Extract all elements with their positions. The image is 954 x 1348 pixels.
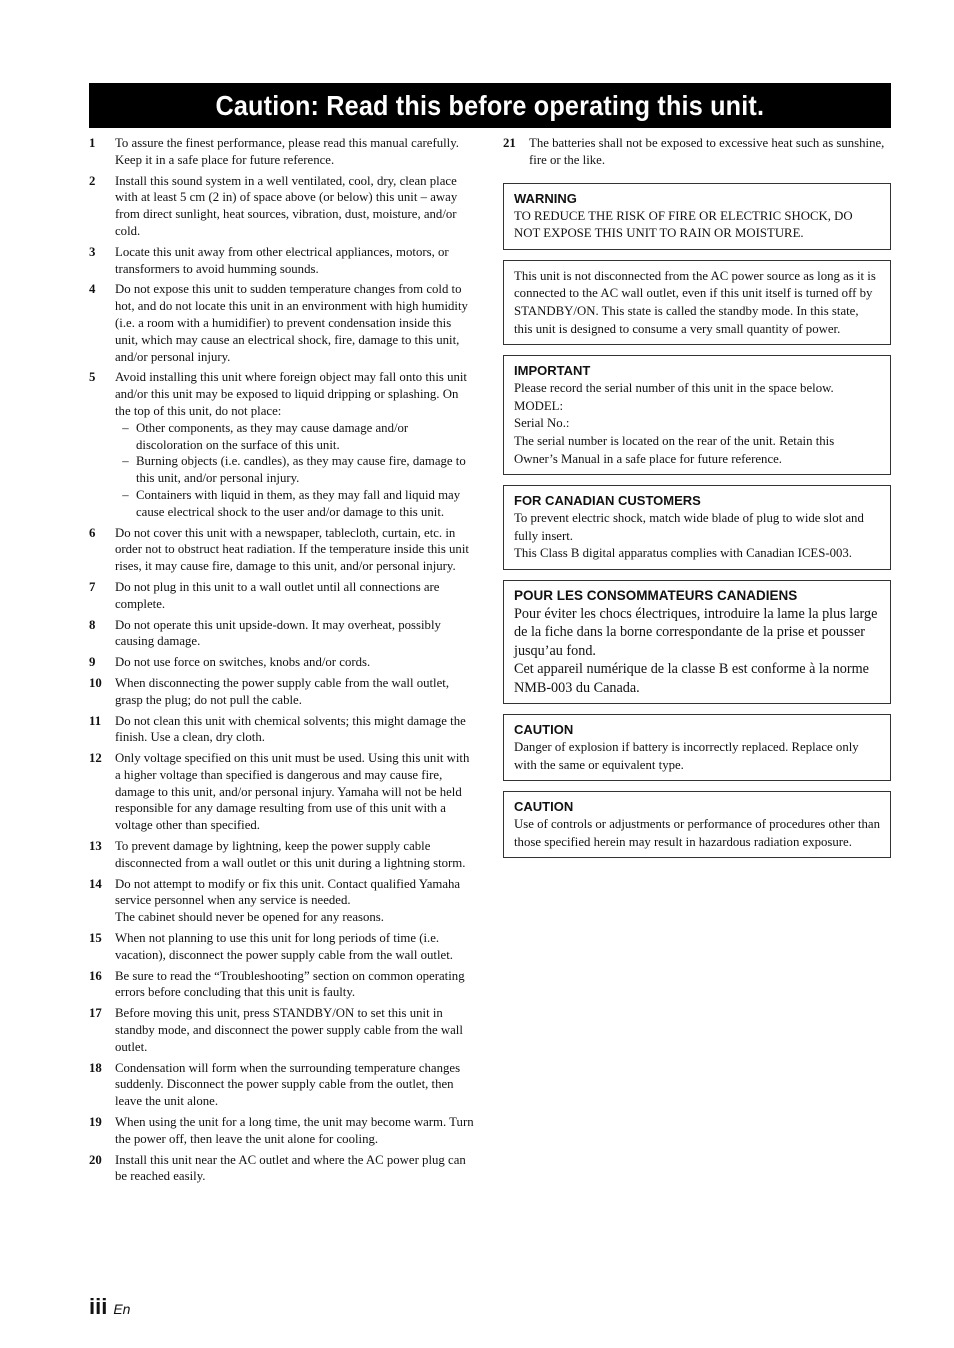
french-canadian-heading: POUR LES CONSOMMATEURS CANADIENS	[514, 587, 798, 603]
sub-item-text: Containers with liquid in them, as they may fall and liquid may cause electrical shock to the user and/or damage to this unit.	[136, 487, 461, 519]
list-item	[89, 1152, 475, 1186]
important-heading: IMPORTANT	[514, 363, 591, 379]
item-text: Do not use force on switches, knobs and/or cords.	[115, 655, 371, 670]
item-text: To assure the finest performance, please read this manual carefully. Keep it in a safe place for future reference.	[115, 136, 459, 167]
item-text: When using the unit for a long time, the unit may become warm. Turn the power off, then leave the unit alone for cooling.	[115, 1115, 474, 1146]
list-item	[89, 1114, 475, 1148]
item-number: 2	[89, 173, 96, 188]
list-item	[89, 135, 475, 169]
item-text: Be sure to read the “Troubleshooting” section on common operating errors before concluding that this unit is faulty.	[115, 968, 465, 1000]
list-item	[89, 173, 475, 240]
caution-heading: CAUTION	[514, 721, 574, 737]
item-text: Do not cover this unit with a newspaper, tablecloth, curtain, etc. in order not to obstruct heat radiation. If the temperature inside this unit rises, it may cause fire, damage to this unit, and/or personal injury.	[115, 525, 469, 574]
canadian-compliance-text: This Class B digital apparatus complies with Canadian ICES-003.	[514, 546, 853, 561]
item-number: 3	[89, 244, 96, 259]
item-number: 15	[89, 931, 102, 946]
item-number: 21	[503, 136, 516, 150]
item-number: 9	[89, 655, 96, 670]
item-text: Do not attempt to modify or fix this unit. Contact qualified Yamaha service personnel when any service is needed.	[115, 876, 461, 908]
serial-location-text: The serial number is located on the rear of the unit. Retain this Owner’s Manual in a safe place for future reference.	[514, 433, 835, 466]
item-number: 8	[89, 617, 96, 632]
list-item	[89, 525, 475, 575]
canadian-customers-text: To prevent electric shock, match wide blade of plug to wide slot and fully insert.	[514, 511, 864, 543]
list-item	[89, 675, 475, 709]
item-number: 14	[89, 876, 102, 891]
list-item	[89, 713, 475, 747]
page-number: iii	[89, 1294, 108, 1319]
sub-item	[115, 453, 475, 487]
item-text: Only voltage specified on this unit must be used. Using this unit with a higher voltage than specified is dangerous and may cause fire, damage to this unit, and/or personal injury. Yamaha will not be held responsible for any damage resulting from use of this unit with a voltage other than specified.	[115, 751, 470, 833]
standby-notice-text: This unit is not disconnected from the AC power source as long as it is connected to the AC wall outlet, even if this unit itself is turned off by STANDBY/ON. This state is called the standby mode. In this state, this unit is designed to consume a very small quantity of power.	[514, 268, 876, 336]
list-item	[89, 968, 475, 1002]
canadian-customers-heading: FOR CANADIAN CUSTOMERS	[514, 493, 701, 509]
item-number: 19	[89, 1115, 102, 1130]
item-text: Install this sound system in a well ventilated, cool, dry, clean place with at least 5 cm (2 in) of space above (or below) this unit – away from direct sunlight, heat sources, vibration, dust, moisture, and/or cold.	[115, 173, 458, 238]
item-number: 17	[89, 1006, 102, 1021]
item-text: Do not operate this unit upside-down. It may overheat, possibly causing damage.	[115, 617, 441, 649]
left-column	[89, 135, 475, 1189]
dash-marker: –	[122, 420, 129, 435]
item-text: When disconnecting the power supply cable from the wall outlet, grasp the plug; do not pull the cable.	[115, 675, 450, 707]
important-text: Please record the serial number of this unit in the space below.	[514, 381, 834, 396]
title-bar	[89, 83, 891, 128]
french-canadian-box	[503, 580, 891, 704]
item-text: Locate this unit away from other electrical appliances, motors, or transformers to avoid humming sounds.	[115, 244, 449, 276]
sub-item	[115, 487, 475, 521]
canadian-customers-box	[503, 485, 891, 570]
warning-box	[503, 183, 891, 250]
item-number: 5	[89, 370, 96, 385]
caution-radiation-text: Use of controls or adjustments or performance of procedures other than those specified herein may result in hazardous radiation exposure.	[514, 817, 881, 849]
item-text: The batteries shall not be exposed to excessive heat such as sunshine, fire or the like.	[529, 136, 885, 167]
list-item	[89, 579, 475, 613]
warning-heading: WARNING	[514, 190, 577, 206]
caution-battery-box	[503, 714, 891, 781]
list-item	[89, 617, 475, 651]
item-text-continued: The cabinet should never be opened for any reasons.	[115, 910, 384, 925]
list-item	[89, 838, 475, 872]
item-number: 18	[89, 1060, 102, 1075]
page-footer	[89, 1294, 130, 1320]
french-canadian-text: Pour éviter les chocs électriques, introduire la lame la plus large de la fiche dans la borne correspondante de la prise et pousser jusqu’au fond.	[514, 605, 878, 659]
important-box	[503, 355, 891, 475]
item-number: 10	[89, 675, 102, 690]
item-text: Before moving this unit, press STANDBY/ON to set this unit in standby mode, and disconnect the power supply cable from the wall outlet.	[115, 1006, 463, 1054]
dash-marker: –	[122, 454, 129, 469]
list-item	[89, 654, 475, 671]
caution-radiation-box	[503, 791, 891, 858]
warning-text: TO REDUCE THE RISK OF FIRE OR ELECTRIC SHOCK, DO NOT EXPOSE THIS UNIT TO RAIN OR MOISTURE.	[514, 208, 853, 241]
sub-item-text: Other components, as they may cause damage and/or discoloration on the surface of this unit.	[136, 420, 409, 452]
sub-item-text: Burning objects (i.e. candles), as they may cause fire, damage to this unit, and/or personal injury.	[136, 454, 466, 486]
standby-notice-box	[503, 260, 891, 345]
page-language: En	[113, 1301, 131, 1317]
item-text: To prevent damage by lightning, keep the power supply cable disconnected from a wall outlet or this unit during a lightning storm.	[115, 839, 466, 870]
list-item	[89, 244, 475, 278]
item-number: 4	[89, 282, 96, 297]
item-text: Do not plug in this unit to a wall outlet until all connections are complete.	[115, 579, 440, 611]
list-item	[503, 135, 891, 169]
list-item	[89, 750, 475, 834]
page-title: Caution: Read this before operating this unit.	[215, 89, 765, 121]
list-item	[89, 1060, 475, 1110]
list-item	[89, 281, 475, 365]
item-number: 6	[89, 525, 96, 540]
item-number: 7	[89, 579, 96, 594]
list-item	[89, 876, 475, 926]
item-text: Install this unit near the AC outlet and where the AC power plug can be reached easily.	[115, 1152, 466, 1184]
item-number: 20	[89, 1152, 102, 1167]
sub-item	[115, 420, 475, 454]
item-text: Condensation will form when the surrounding temperature changes suddenly. Disconnect the power supply cable from the outlet, then leave the unit alone.	[115, 1060, 461, 1109]
serial-label: Serial No.:	[514, 416, 570, 431]
item-number: 16	[89, 968, 102, 983]
caution-heading: CAUTION	[514, 799, 574, 815]
item-text: Do not clean this unit with chemical solvents; this might damage the finish. Use a clean, dry cloth.	[115, 713, 466, 745]
item-text: Do not expose this unit to sudden temperature changes from cold to hot, and do not locate this unit in an environment with high humidity (i.e. a room with a humidifier) to prevent condensation inside this unit, which may cause an electrical shock, fire, damage to this unit, and/or personal injury.	[115, 282, 468, 364]
item-number: 12	[89, 751, 102, 766]
right-column	[503, 135, 891, 868]
item-number: 1	[89, 136, 96, 150]
item-text: Avoid installing this unit where foreign object may fall onto this unit and/or this unit may be exposed to liquid dripping or splashing. On the top of this unit, do not place:	[115, 370, 467, 418]
item-text: When not planning to use this unit for long periods of time (i.e. vacation), disconnect the power supply cable from the wall outlet.	[115, 931, 453, 962]
caution-battery-text: Danger of explosion if battery is incorrectly replaced. Replace only with the same or equivalent type.	[514, 739, 859, 772]
model-label: MODEL:	[514, 398, 564, 413]
french-compliance-text: Cet appareil numérique de la classe B est conforme à la norme NMB-003 du Canada.	[514, 661, 869, 696]
dash-marker: –	[122, 487, 129, 502]
item-number: 13	[89, 839, 102, 854]
item-number: 11	[89, 713, 102, 728]
list-item	[89, 1005, 475, 1055]
list-item	[89, 369, 475, 520]
list-item	[89, 930, 475, 964]
